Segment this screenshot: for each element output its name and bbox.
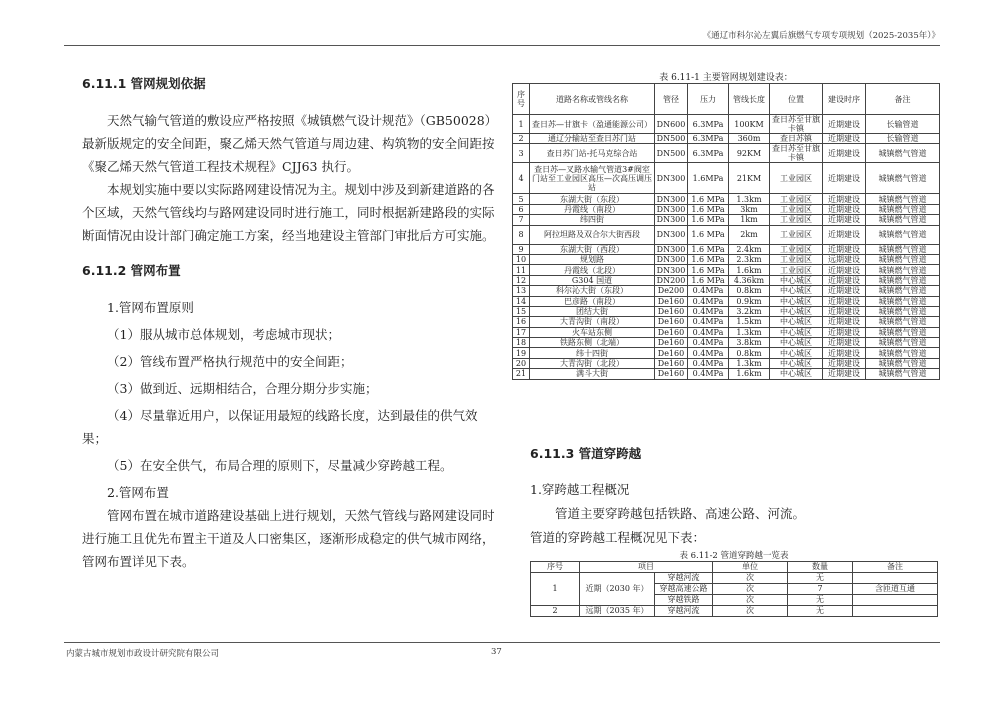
cell-location: 工业园区 xyxy=(770,194,823,204)
table-row xyxy=(513,369,940,379)
cell-pressure: 1.6 MPa xyxy=(688,244,729,254)
cell-pressure: 1.6 MPa xyxy=(688,194,729,204)
cell-length: 360m xyxy=(729,134,770,144)
cell-road: 查日苏门站-托马克综合站 xyxy=(530,144,655,163)
network-layout-heading: 2.管网布置 xyxy=(107,485,169,500)
table-row xyxy=(513,338,940,348)
table-row xyxy=(513,327,940,337)
cell-phase: 近期建设 xyxy=(823,306,866,316)
cell-location: 中心城区 xyxy=(770,327,823,337)
cell-road: 东湖大街（西段） xyxy=(530,244,655,254)
cell-pressure: 1.6 MPa xyxy=(688,204,729,214)
cell-pressure: 0.4MPa xyxy=(688,369,729,379)
cell-diameter: De160 xyxy=(655,338,688,348)
cell-location: 中心城区 xyxy=(770,348,823,358)
table-row xyxy=(513,317,940,327)
cell-no: 8 xyxy=(513,225,530,244)
cell-item: 穿越高速公路 xyxy=(655,584,713,595)
cell-length: 92KM xyxy=(729,144,770,163)
cell-phase: 远期建设 xyxy=(823,254,866,264)
cell-remark: 含匝道互通 xyxy=(853,584,938,595)
cell-road: G304 国道 xyxy=(530,275,655,285)
table-row xyxy=(513,144,940,163)
cell-pressure: 1.6 MPa xyxy=(688,254,729,264)
cell-diameter: De160 xyxy=(655,369,688,379)
cell-no: 4 xyxy=(513,163,530,194)
cell-length: 1km xyxy=(729,215,770,225)
cell-remark xyxy=(853,595,938,606)
cell-road: 查日苏—叉路水输气管道3#阀室门站至工业园区高压—次高压调压站 xyxy=(530,163,655,194)
cell-road: 丹霞线（南段） xyxy=(530,204,655,214)
cell-period: 远期（2035 年） xyxy=(580,606,655,617)
cell-road: 通辽分输站至查日苏门站 xyxy=(530,134,655,144)
cell-pressure: 1.6 MPa xyxy=(688,225,729,244)
cell-phase: 近期建设 xyxy=(823,275,866,285)
cell-remark: 城镇燃气管道 xyxy=(866,215,940,225)
cell-diameter: DN500 xyxy=(655,144,688,163)
cell-phase: 近期建设 xyxy=(823,115,866,134)
cell-diameter: De160 xyxy=(655,317,688,327)
cell-length: 3km xyxy=(729,204,770,214)
cell-road: 科尔沁大街（东段） xyxy=(530,286,655,296)
table-header-row xyxy=(513,84,940,115)
table-row xyxy=(513,265,940,275)
cell-road: 团结大街 xyxy=(530,306,655,316)
table-row xyxy=(513,204,940,214)
cell-no: 6 xyxy=(513,204,530,214)
cell-road: 火车站东侧 xyxy=(530,327,655,337)
col-header-item: 项目 xyxy=(580,562,713,573)
crossing-para-2: 管道的穿跨越工程概况见下表： xyxy=(530,530,706,545)
cell-diameter: De200 xyxy=(655,286,688,296)
principle-item-3: （3）做到近、远期相结合，合理分期分步实施； xyxy=(107,381,378,396)
cell-length: 100KM xyxy=(729,115,770,134)
cell-diameter: DN300 xyxy=(655,225,688,244)
col-header-pressure: 压力 xyxy=(688,84,729,115)
col-header-qty: 数量 xyxy=(788,562,853,573)
cell-phase: 近期建设 xyxy=(823,194,866,204)
cell-no: 1 xyxy=(531,573,580,606)
cell-road: 查日苏—甘旗卡（盈通能源公司） xyxy=(530,115,655,134)
principle-item-2: （2）管线布置严格执行规范中的安全间距； xyxy=(107,354,353,369)
page-header-title: 《通辽市科尔沁左翼后旗燃气专项专项规划（2025-2035年）》 xyxy=(702,31,940,41)
cell-unit: 次 xyxy=(713,584,788,595)
footer-rule xyxy=(64,642,940,643)
cell-location: 中心城区 xyxy=(770,369,823,379)
section-6-11-3-title: 6.11.3 管道穿跨越 xyxy=(530,446,642,461)
cell-diameter: De160 xyxy=(655,327,688,337)
cell-remark: 城镇燃气管道 xyxy=(866,144,940,163)
cell-pressure: 6.3MPa xyxy=(688,134,729,144)
cell-remark: 城镇燃气管道 xyxy=(866,306,940,316)
cell-unit: 次 xyxy=(713,573,788,584)
cell-no: 10 xyxy=(513,254,530,264)
crossing-table xyxy=(530,561,938,617)
cell-phase: 近期建设 xyxy=(823,215,866,225)
cell-qty: 7 xyxy=(788,584,853,595)
cell-no: 1 xyxy=(513,115,530,134)
table-row xyxy=(513,194,940,204)
col-header-no: 序号 xyxy=(513,84,530,115)
footer-organization: 内蒙古城市规划市政设计研究院有限公司 xyxy=(66,649,220,659)
col-header-phase: 建设时序 xyxy=(823,84,866,115)
cell-no: 11 xyxy=(513,265,530,275)
principle-item-5: （5）在安全供气，布局合理的原则下，尽量减少穿跨越工程。 xyxy=(107,458,453,473)
cell-remark: 城镇燃气管道 xyxy=(866,265,940,275)
cell-diameter: DN300 xyxy=(655,194,688,204)
cell-pressure: 1.6 MPa xyxy=(688,265,729,275)
cell-length: 1.6km xyxy=(729,369,770,379)
cell-no: 16 xyxy=(513,317,530,327)
cell-length: 3.8km xyxy=(729,338,770,348)
section-6-11-1-title: 6.11.1 管网规划依据 xyxy=(82,76,206,91)
cell-diameter: DN200 xyxy=(655,275,688,285)
table-row xyxy=(513,254,940,264)
cell-diameter: De160 xyxy=(655,348,688,358)
principle-item-4: （4）尽量靠近用户，以保证用最短的线路长度，达到最佳的供气效果； xyxy=(82,408,478,446)
cell-length: 1.3km xyxy=(729,358,770,368)
cell-pressure: 6.3MPa xyxy=(688,115,729,134)
cell-remark: 长输管道 xyxy=(866,115,940,134)
cell-length: 1.5km xyxy=(729,317,770,327)
cell-no: 3 xyxy=(513,144,530,163)
cell-diameter: DN300 xyxy=(655,163,688,194)
cell-location: 工业园区 xyxy=(770,265,823,275)
layout-principles-heading: 1.管网布置原则 xyxy=(107,300,194,315)
cell-pressure: 0.4MPa xyxy=(688,296,729,306)
cell-location: 工业园区 xyxy=(770,215,823,225)
cell-pressure: 0.4MPa xyxy=(688,306,729,316)
cell-item: 穿越铁路 xyxy=(655,595,713,606)
cell-phase: 近期建设 xyxy=(823,338,866,348)
col-header-remark: 备注 xyxy=(866,84,940,115)
cell-road: 满斗大街 xyxy=(530,369,655,379)
cell-phase: 近期建设 xyxy=(823,286,866,296)
cell-phase: 近期建设 xyxy=(823,348,866,358)
cell-remark: 城镇燃气管道 xyxy=(866,204,940,214)
cell-no: 13 xyxy=(513,286,530,296)
cell-phase: 近期建设 xyxy=(823,265,866,275)
cell-pressure: 1.6 MPa xyxy=(688,215,729,225)
cell-unit: 次 xyxy=(713,595,788,606)
table-row xyxy=(513,296,940,306)
cell-phase: 近期建设 xyxy=(823,144,866,163)
cell-road: 纬十四街 xyxy=(530,348,655,358)
cell-road: 纬四街 xyxy=(530,215,655,225)
cell-location: 中心城区 xyxy=(770,317,823,327)
cell-pressure: 0.4MPa xyxy=(688,348,729,358)
table-row xyxy=(513,306,940,316)
cell-diameter: DN300 xyxy=(655,215,688,225)
cell-phase: 近期建设 xyxy=(823,369,866,379)
cell-length: 2.4km xyxy=(729,244,770,254)
table-row xyxy=(531,573,938,584)
cell-remark: 城镇燃气管道 xyxy=(866,225,940,244)
cell-diameter: DN600 xyxy=(655,115,688,134)
cell-no: 12 xyxy=(513,275,530,285)
cell-length: 3.2km xyxy=(729,306,770,316)
cell-pressure: 0.4MPa xyxy=(688,358,729,368)
table-row xyxy=(513,115,940,134)
cell-diameter: De160 xyxy=(655,358,688,368)
crossing-para-1: 管道主要穿跨越包括铁路、高速公路、河流。 xyxy=(555,506,806,521)
cell-remark: 城镇燃气管道 xyxy=(866,275,940,285)
cell-phase: 近期建设 xyxy=(823,327,866,337)
cell-phase: 近期建设 xyxy=(823,244,866,254)
pipeline-plan-table xyxy=(512,83,940,380)
cell-qty: 无 xyxy=(788,573,853,584)
cell-remark: 长输管道 xyxy=(866,134,940,144)
table-header-row xyxy=(531,562,938,573)
cell-road: 大青沟街（南段） xyxy=(530,317,655,327)
cell-remark: 城镇燃气管道 xyxy=(866,163,940,194)
cell-location: 中心城区 xyxy=(770,275,823,285)
page-number: 37 xyxy=(491,647,502,657)
cell-location: 工业园区 xyxy=(770,225,823,244)
cell-no: 2 xyxy=(513,134,530,144)
cell-remark: 城镇燃气管道 xyxy=(866,194,940,204)
cell-location: 中心城区 xyxy=(770,338,823,348)
cell-phase: 近期建设 xyxy=(823,204,866,214)
cell-location: 查日苏至甘旗卡镇 xyxy=(770,115,823,134)
cell-length: 1.3km xyxy=(729,327,770,337)
cell-item: 穿越河流 xyxy=(655,573,713,584)
cell-pressure: 6.3MPa xyxy=(688,144,729,163)
cell-location: 中心城区 xyxy=(770,358,823,368)
cell-diameter: De160 xyxy=(655,306,688,316)
table-row xyxy=(513,163,940,194)
cell-qty: 无 xyxy=(788,595,853,606)
cell-pressure: 0.4MPa xyxy=(688,317,729,327)
cell-no: 15 xyxy=(513,306,530,316)
cell-length: 0.9km xyxy=(729,296,770,306)
crossing-overview-heading: 1.穿跨越工程概况 xyxy=(530,482,630,497)
table-row xyxy=(513,134,940,144)
cell-period: 近期（2030 年） xyxy=(580,573,655,606)
cell-remark: 城镇燃气管道 xyxy=(866,358,940,368)
cell-no: 21 xyxy=(513,369,530,379)
col-header-unit: 单位 xyxy=(713,562,788,573)
cell-phase: 近期建设 xyxy=(823,358,866,368)
cell-length: 1.3km xyxy=(729,194,770,204)
cell-diameter: DN300 xyxy=(655,254,688,264)
cell-no: 5 xyxy=(513,194,530,204)
cell-pressure: 0.4MPa xyxy=(688,338,729,348)
cell-phase: 近期建设 xyxy=(823,296,866,306)
cell-no: 2 xyxy=(531,606,580,617)
cell-length: 2km xyxy=(729,225,770,244)
cell-unit: 次 xyxy=(713,606,788,617)
cell-remark: 城镇燃气管道 xyxy=(866,327,940,337)
cell-no: 19 xyxy=(513,348,530,358)
table-row xyxy=(513,225,940,244)
cell-length: 1.6km xyxy=(729,265,770,275)
cell-pressure: 1.6MPa xyxy=(688,163,729,194)
cell-remark: 城镇燃气管道 xyxy=(866,317,940,327)
cell-no: 18 xyxy=(513,338,530,348)
section-6-11-1-para-1: 天然气输气管道的敷设应严格按照《城镇燃气设计规范》（GB50028）最新版规定的安全间距，聚乙烯天然气管道与周边建、构筑物的安全间距按《聚乙烯天然气管道工程技术规程》CJJ63 执行。 xyxy=(82,113,498,174)
col-header-length: 管线长度 xyxy=(729,84,770,115)
cell-remark xyxy=(853,573,938,584)
cell-road: 丹霞线（北段） xyxy=(530,265,655,275)
cell-length: 0.8km xyxy=(729,286,770,296)
cell-diameter: DN300 xyxy=(655,244,688,254)
network-layout-para: 管网布置在城市道路建设基础上进行规划，天然气管线与路网建设同时进行施工且优先布置主干道及人口密集区，逐渐形成稳定的供气城市网络，管网布置详见下表。 xyxy=(82,508,495,569)
left-column xyxy=(82,72,502,573)
principle-item-1: （1）服从城市总体规划，考虑城市现状； xyxy=(107,327,340,342)
cell-remark: 城镇燃气管道 xyxy=(866,254,940,264)
cell-no: 14 xyxy=(513,296,530,306)
cell-road: 大青沟街（北段） xyxy=(530,358,655,368)
cell-remark: 城镇燃气管道 xyxy=(866,369,940,379)
table-row xyxy=(513,286,940,296)
cell-length: 2.3km xyxy=(729,254,770,264)
cell-pressure: 1.6 MPa xyxy=(688,275,729,285)
cell-location: 中心城区 xyxy=(770,306,823,316)
cell-location: 中心城区 xyxy=(770,296,823,306)
table-row xyxy=(513,275,940,285)
table-row xyxy=(513,215,940,225)
col-header-road: 道路名称或管线名称 xyxy=(530,84,655,115)
cell-remark xyxy=(853,606,938,617)
cell-length: 21KM xyxy=(729,163,770,194)
cell-phase: 近期建设 xyxy=(823,163,866,194)
cell-phase: 近期建设 xyxy=(823,134,866,144)
cell-diameter: DN300 xyxy=(655,204,688,214)
cell-phase: 近期建设 xyxy=(823,225,866,244)
cell-no: 17 xyxy=(513,327,530,337)
cell-qty: 无 xyxy=(788,606,853,617)
col-header-no: 序号 xyxy=(531,562,580,573)
section-6-11-1-para-2: 本规划实施中要以实际路网建设情况为主。规划中涉及到新建道路的各个区域，天然气管线均与路网建设同时进行施工，同时根据新建路段的实际断面情况由设计部门确定施工方案，经当地建设主管部门审批后方可实施。 xyxy=(82,182,495,243)
table-row xyxy=(513,358,940,368)
cell-item: 穿越河流 xyxy=(655,606,713,617)
cell-remark: 城镇燃气管道 xyxy=(866,286,940,296)
cell-road: 东湖大街（东段） xyxy=(530,194,655,204)
header-rule xyxy=(64,45,940,46)
cell-length: 4.36km xyxy=(729,275,770,285)
cell-diameter: De160 xyxy=(655,296,688,306)
cell-location: 工业园区 xyxy=(770,254,823,264)
table-1-caption: 表 6.11-1 主要管网规划建设表： xyxy=(659,73,793,83)
table-row xyxy=(513,348,940,358)
cell-road: 规划路 xyxy=(530,254,655,264)
cell-location: 工业园区 xyxy=(770,204,823,214)
table-row xyxy=(513,244,940,254)
cell-pressure: 0.4MPa xyxy=(688,327,729,337)
cell-location: 工业园区 xyxy=(770,244,823,254)
cell-length: 0.8km xyxy=(729,348,770,358)
table-row xyxy=(531,606,938,617)
cell-pressure: 0.4MPa xyxy=(688,286,729,296)
cell-location: 查日苏镇 xyxy=(770,134,823,144)
right-column xyxy=(530,443,940,549)
cell-phase: 近期建设 xyxy=(823,317,866,327)
cell-diameter: DN300 xyxy=(655,265,688,275)
cell-diameter: DN500 xyxy=(655,134,688,144)
cell-remark: 城镇燃气管道 xyxy=(866,348,940,358)
cell-location: 中心城区 xyxy=(770,286,823,296)
cell-road: 阿拉坦路及双合尔大街西段 xyxy=(530,225,655,244)
col-header-location: 位置 xyxy=(770,84,823,115)
col-header-diameter: 管径 xyxy=(655,84,688,115)
col-header-remark: 备注 xyxy=(853,562,938,573)
cell-no: 9 xyxy=(513,244,530,254)
cell-road: 铁路东侧（北端） xyxy=(530,338,655,348)
cell-no: 20 xyxy=(513,358,530,368)
cell-remark: 城镇燃气管道 xyxy=(866,338,940,348)
cell-remark: 城镇燃气管道 xyxy=(866,244,940,254)
table-2-caption: 表 6.11-2 管道穿跨越一览表 xyxy=(679,551,789,561)
cell-no: 7 xyxy=(513,215,530,225)
cell-location: 查日苏至甘旗卡镇 xyxy=(770,144,823,163)
section-6-11-2-title: 6.11.2 管网布置 xyxy=(82,263,181,278)
cell-remark: 城镇燃气管道 xyxy=(866,296,940,306)
cell-location: 工业园区 xyxy=(770,163,823,194)
cell-road: 巴彦路（南段） xyxy=(530,296,655,306)
